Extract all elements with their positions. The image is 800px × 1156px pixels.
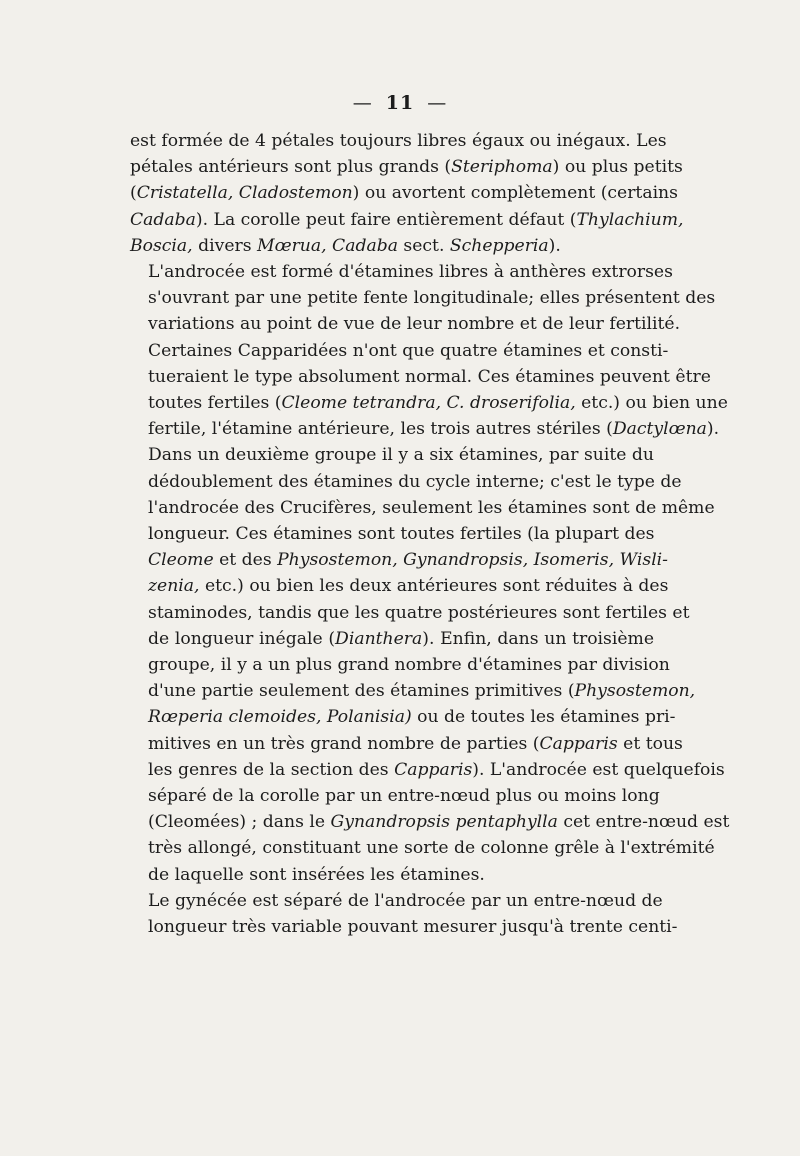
text-segment: dédoublement des étamines du cycle interne; c'est le type de (148, 471, 682, 492)
italic-text: Rœperia clemoides, Polanisia) (148, 707, 412, 728)
italic-text: Cristatella, Cladostemon (136, 183, 353, 204)
text-segment: ou de toutes les étamines pri- (411, 707, 676, 728)
text-line (130, 338, 669, 364)
text-segment: longueur très variable pouvant mesurer jusqu'à trente centi- (148, 917, 678, 938)
text-segment: ). La corolle peut faire entièrement défaut ( (195, 209, 577, 230)
text-segment: sect. (397, 235, 450, 256)
text-segment: toutes fertiles ( (148, 393, 282, 414)
text-segment: etc.) ou bien une (575, 393, 728, 414)
text-segment: fertile, l'étamine antérieure, les trois autres stériles ( (148, 419, 613, 440)
text-segment: de laquelle sont insérées les étamines. (148, 864, 485, 885)
text-line (130, 442, 654, 468)
text-line (130, 259, 673, 285)
text-line (130, 573, 669, 599)
italic-text: Boscia, (130, 235, 193, 256)
text-line (130, 888, 663, 914)
text-segment: et tous (617, 733, 683, 754)
text-segment: groupe, il y a un plus grand nombre d'étamines par division (148, 655, 670, 676)
paragraph (130, 259, 730, 888)
italic-text: Capparis (539, 733, 618, 754)
italic-text: Gynandropsis pentaphylla (330, 812, 558, 833)
body-text (130, 128, 730, 940)
text-segment: variations au point de vue de leur nombre et de leur fertilité. (148, 314, 681, 335)
page-number (0, 92, 800, 114)
text-segment: ). (706, 419, 720, 440)
italic-text: zenia, (148, 576, 200, 597)
text-segment: pétales antérieurs sont plus grands ( (130, 157, 452, 178)
text-segment: séparé de la corolle par un entre-nœud plus ou moins long (148, 786, 660, 807)
text-line (130, 180, 678, 206)
text-segment: Certaines Capparidées n'ont que quatre étamines et consti- (148, 340, 669, 361)
text-segment: l'androcée des Crucifères, seulement les étamines sont de même (148, 497, 715, 518)
text-segment: longueur. Ces étamines sont toutes fertiles (la plupart des (148, 524, 655, 545)
italic-text: Mœrua, Cadaba (257, 235, 398, 256)
italic-text: Physostemon, Gynandropsis, Isomeris, Wisli- (277, 550, 668, 571)
text-line (130, 547, 668, 573)
text-segment: Dans un deuxième groupe il y a six étamines, par suite du (148, 445, 654, 466)
text-line (130, 311, 681, 337)
text-line (130, 704, 676, 730)
italic-text: Capparis (394, 759, 473, 780)
text-segment: L'androcée est formé d'étamines libres à anthères extrorses (148, 262, 673, 283)
paragraph (130, 128, 684, 259)
text-segment: et des (213, 550, 278, 571)
text-line (130, 914, 678, 940)
text-segment: ) ou plus petits (552, 157, 683, 178)
text-segment: s'ouvrant par une petite fente longitudinale; elles présentent des (148, 288, 716, 309)
text-segment: cet entre-nœud est (557, 812, 730, 833)
folio-dash-left: — (352, 92, 373, 114)
text-line (130, 495, 715, 521)
italic-text: Physostemon, (574, 681, 696, 702)
italic-text: Schepperia (449, 235, 549, 256)
text-segment: les genres de la section des (148, 759, 395, 780)
text-line (130, 862, 654, 888)
text-line (130, 652, 670, 678)
text-line (130, 364, 711, 390)
italic-text: Steriphoma (451, 157, 553, 178)
text-segment: ). L'androcée est quelquefois (472, 759, 725, 780)
italic-text: Thylachium, (576, 209, 684, 230)
italic-text: Cleome (148, 550, 214, 571)
folio-number: 11 (385, 92, 415, 114)
text-line (130, 469, 682, 495)
text-segment: ). (548, 235, 561, 256)
text-line (130, 233, 654, 259)
text-segment: staminodes, tandis que les quatre postérieures sont fertiles et (148, 602, 690, 623)
text-segment: est formée de 4 pétales toujours libres égaux ou inégaux. Les (130, 131, 667, 151)
text-segment: mitives en un très grand nombre de parties ( (148, 733, 540, 754)
text-segment: etc.) ou bien les deux antérieures sont réduites à des (199, 576, 669, 597)
text-segment: de longueur inégale ( (148, 628, 336, 649)
text-segment: ). Enfin, dans un troisième (422, 628, 654, 649)
text-line (130, 285, 716, 311)
folio-dash-right: — (427, 92, 448, 114)
text-line (130, 678, 696, 704)
text-segment: Le gynécée est séparé de l'androcée par un entre-nœud de (148, 890, 663, 911)
text-segment: divers (192, 235, 257, 256)
text-segment: tueraient le type absolument normal. Ces étamines peuvent être (148, 366, 711, 387)
text-segment: (Cleomées) ; dans le (148, 812, 331, 833)
text-line (130, 390, 728, 416)
text-line (130, 783, 660, 809)
text-line (130, 416, 720, 442)
text-segment: d'une partie seulement des étamines primitives ( (148, 681, 575, 702)
text-line (130, 835, 715, 861)
text-line (130, 757, 725, 783)
text-line (130, 600, 690, 626)
text-line (130, 626, 654, 652)
text-segment: ( (130, 183, 137, 204)
italic-text: Cleome tetrandra, C. droserifolia, (281, 393, 576, 414)
text-line (130, 521, 654, 547)
text-line (130, 731, 683, 757)
italic-text: Dianthera (335, 628, 423, 649)
text-line (130, 207, 684, 233)
paragraph (130, 888, 678, 940)
text-line (130, 154, 683, 180)
text-segment: très allongé, constituant une sorte de colonne grêle à l'extrémité (148, 838, 715, 859)
text-segment: ) ou avortent complètement (certains (352, 183, 678, 204)
italic-text: Dactylœna (612, 419, 707, 440)
text-line (130, 809, 730, 835)
italic-text: Cadaba (130, 209, 196, 230)
text-line (130, 128, 667, 154)
